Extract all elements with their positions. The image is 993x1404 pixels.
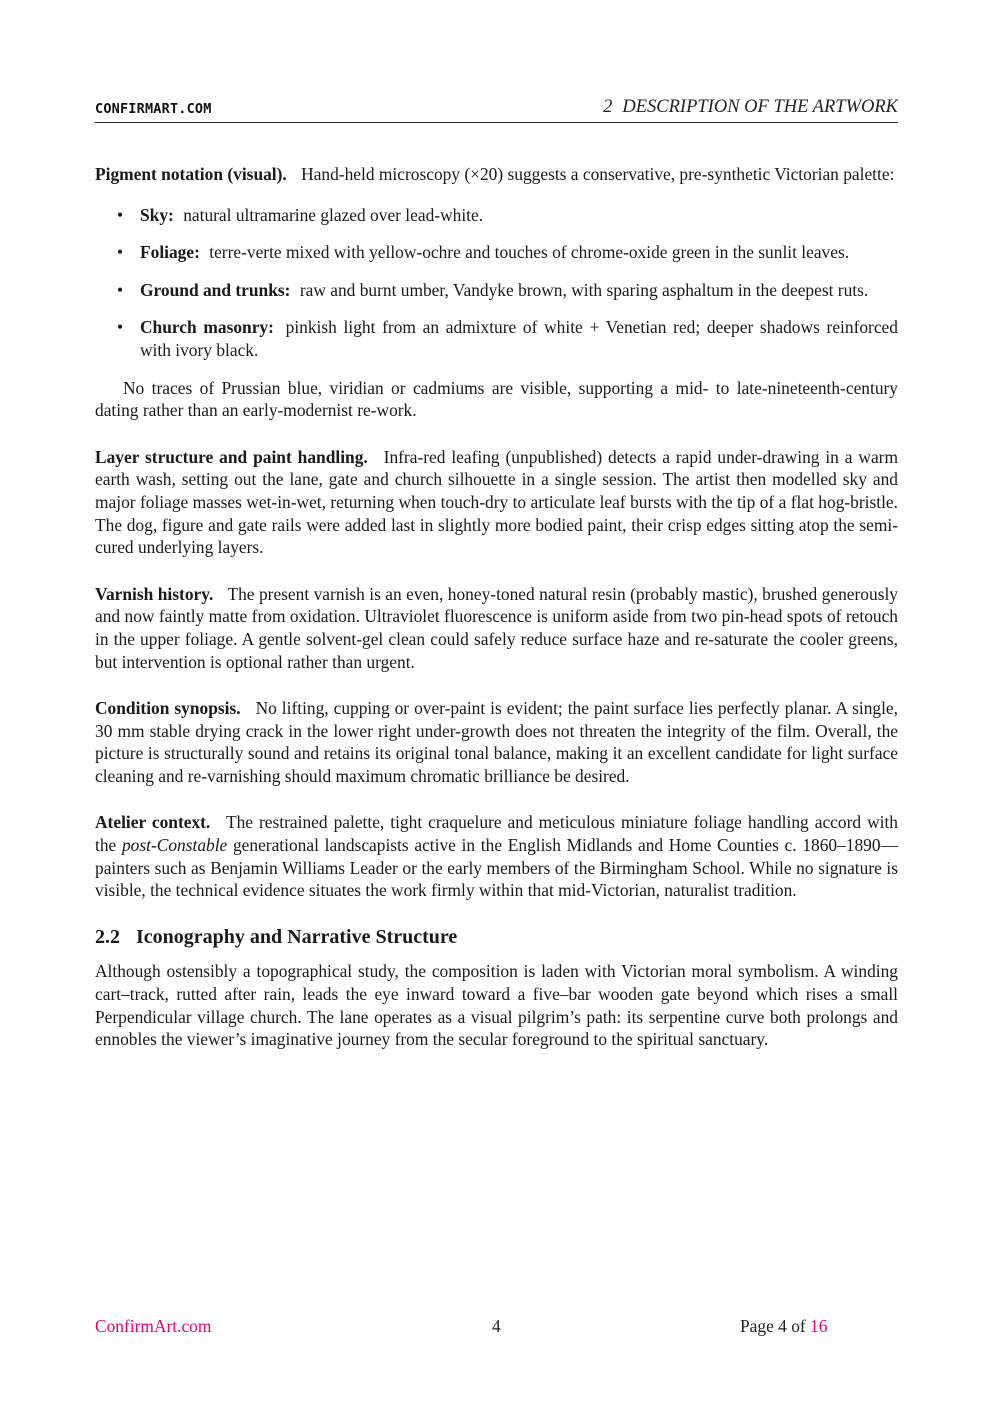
atelier-text-after: generational landscapists active in the English Midlands and Home Counties c. 1860–1890—painters such as Benjamin Williams Leader or the early members of the Birmingham School. While no signature is visible, the technical evidence situates the work firmly within that mid-Victorian, naturalist tradition.: [95, 835, 898, 901]
list-item-text: natural ultramarine glazed over lead-white.: [183, 204, 484, 225]
varnish-section: [95, 583, 898, 673]
atelier-section: [95, 811, 898, 901]
layer-lead: Layer structure and paint handling.: [95, 446, 368, 467]
layer-paragraph: [95, 446, 898, 559]
varnish-paragraph: [95, 583, 898, 673]
varnish-text: The present varnish is an even, honey-toned natural resin (probably mastic), brushed generously and now faintly matte from oxidation. Ultraviolet fluorescence is uniform aside from two pin-head spots of retouch in the upper foliage. A gentle solvent-gel clean could safely reduce surface haze and re-saturate the cooler greens, but intervention is optional rather than urgent.: [95, 583, 898, 672]
footer-site-link[interactable]: ConfirmArt.com: [95, 1316, 212, 1336]
running-head: [603, 97, 898, 118]
layer-text: Infra-red leafing (unpublished) detects a rapid under-drawing in a warm earth wash, setting out the lane, gate and church silhouette in a single session. The artist then modelled sky and major foliage masses wet-in-wet, returning when touch-dry to articulate leaf bursts with the tip of a flat hog-bristle. The dog, figure and gate rails were added last in slightly more bodied paint, their crisp edges sitting atop the semi-cured underlying layers.: [95, 446, 898, 558]
section-title: Iconography and Narrative Structure: [136, 925, 458, 948]
list-item-label: Church masonry:: [140, 317, 274, 338]
section-paragraph: Although ostensibly a topographical study, the composition is laden with Victorian moral symbolism. A winding cart–track, rutted after rain, leads the eye inward toward a five–bar wooden gate beyond which rises a small Perpendicular village church. The lane operates as a visual pilgrim’s path: its serpentine curve both prolongs and ennobles the viewer’s imaginative journey from the secular foreground to the spiritual sanctuary.: [95, 961, 898, 1050]
list-item-label: Sky:: [140, 204, 174, 225]
main-content: [95, 163, 898, 1051]
running-head-title: DESCRIPTION OF THE ARTWORK: [622, 97, 898, 117]
condition-paragraph: [95, 697, 898, 787]
layer-section: [95, 446, 898, 559]
section-number: 2.2: [95, 925, 120, 948]
footer-page-number: 4: [492, 1316, 501, 1336]
pigment-lead: Pigment notation (visual).: [95, 164, 287, 184]
pigment-followup: No traces of Prussian blue, viridian or cadmiums are visible, supporting a mid- to late-nineteenth-century dating rather than an early-modernist re-work.: [95, 377, 898, 421]
pigment-list: [95, 204, 898, 362]
site-logo: CONFIRMART.COM: [95, 101, 212, 117]
list-item: [95, 279, 898, 302]
list-item-label: Foliage:: [140, 242, 200, 263]
atelier-paragraph: [95, 811, 898, 901]
atelier-text-before: The restrained palette, tight craquelure and meticulous miniature foliage handling accord with the: [95, 812, 898, 856]
list-item-text: raw and burnt umber, Vandyke brown, with sparing asphaltum in the deepest ruts.: [299, 279, 869, 300]
footer-page-indicator: [740, 1316, 827, 1337]
pigment-text: Hand-held microscopy (×20) suggests a conservative, pre-synthetic Victorian palette:: [301, 164, 895, 184]
running-head-number: 2: [603, 97, 613, 117]
list-item-label: Ground and trunks:: [140, 279, 291, 300]
atelier-lead: Atelier context.: [95, 812, 211, 833]
atelier-italic-term: post-Constable: [121, 835, 228, 856]
bullet-icon: •: [117, 279, 124, 300]
section-heading: [95, 926, 898, 949]
bullet-icon: •: [117, 242, 124, 263]
varnish-lead: Varnish history.: [95, 583, 214, 604]
footer-page-total[interactable]: 16: [810, 1316, 828, 1336]
pigment-section: [95, 163, 898, 422]
condition-lead: Condition synopsis.: [95, 698, 241, 719]
footer-page-label: Page 4 of: [740, 1316, 806, 1336]
condition-section: [95, 697, 898, 787]
list-item: [95, 316, 898, 361]
list-item-text: terre-verte mixed with yellow-ochre and touches of chrome-oxide green in the sunlit leaves.: [209, 242, 850, 263]
page-header: [95, 96, 898, 123]
list-item-text: pinkish light from an admixture of white + Venetian red; deeper shadows reinforced with ivory black.: [140, 317, 898, 360]
list-item: [95, 241, 898, 264]
pigment-paragraph: [95, 163, 898, 186]
condition-text: No lifting, cupping or over-paint is evident; the paint surface lies perfectly planar. A single, 30 mm stable drying crack in the lower right under-growth does not threaten the integrity of the film. Overall, the picture is structurally sound and retains its original tonal balance, making it an excellent candidate for light surface cleaning and re-varnishing should maximum chromatic brilliance be desired.: [95, 698, 898, 786]
bullet-icon: •: [117, 317, 124, 338]
bullet-icon: •: [117, 204, 124, 225]
list-item: [95, 204, 898, 227]
